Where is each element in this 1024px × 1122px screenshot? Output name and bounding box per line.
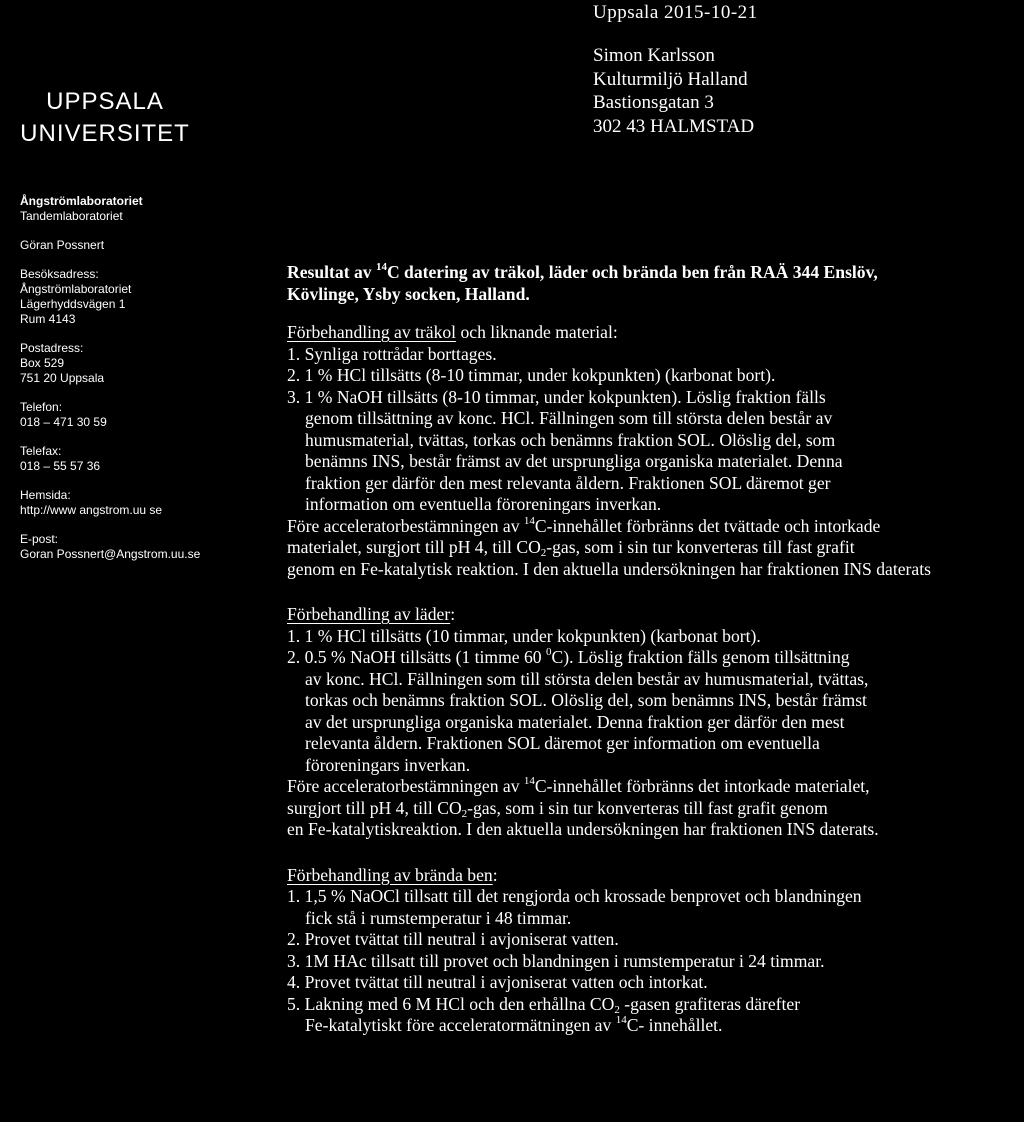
- list-item: [287, 387, 1022, 516]
- phone-number: 018 – 471 30 59: [20, 415, 107, 429]
- para-text: surgjort till pH 4, till CO: [287, 797, 462, 818]
- item-line: 3. 1 % NaOH tillsätts (8-10 timmar, under kokpunkten). Löslig fraktion fälls: [287, 386, 826, 407]
- para-text: -gas, som i sin tur konverteras till fast grafit: [546, 537, 855, 557]
- paragraph: [287, 516, 1022, 581]
- paragraph: [287, 776, 1022, 841]
- item-line: föroreningars inverkan.: [305, 754, 471, 775]
- item-line: humusmaterial, tvättas, torkas och benämns fraktion SOL. Olöslig del, som: [305, 429, 836, 450]
- contact-sidebar: [20, 194, 270, 571]
- recipient-address: [593, 44, 754, 138]
- degree-sup: 0: [546, 646, 552, 658]
- recipient-line: Simon Karlsson: [593, 45, 715, 66]
- list-item: 3. 1M HAc tillsatt till provet och blandningen i rumstemperatur i 24 timmar.: [287, 950, 825, 971]
- section-heading: Förbehandling av brända ben: [287, 864, 493, 885]
- section-heading-rest: :: [492, 864, 498, 885]
- item-line: av konc. HCl. Fällningen som till största delen består av humusmaterial, tvättas,: [305, 668, 869, 689]
- list-item: 1. 1 % HCl tillsätts (10 timmar, under kokpunkten) (karbonat bort).: [287, 625, 761, 646]
- item-line: 1. 1,5 % NaOCl tillsatt till det rengjorda och krossade benprovet och blandningen: [287, 886, 862, 906]
- item-text: C- innehållet.: [626, 1015, 723, 1035]
- email-label: E-post:: [20, 532, 59, 546]
- item-text: Fe-katalytiskt före acceleratormätningen av: [305, 1015, 616, 1035]
- para-text: -gas, som i sin tur konverteras till fast grafit genom: [467, 797, 828, 818]
- section-burnt-bone: [287, 865, 1022, 1037]
- item-text: C). Löslig fraktion fälls genom tillsättning: [551, 647, 850, 667]
- logo-line-2: UNIVERSITET: [20, 120, 190, 147]
- list-item: [287, 886, 1022, 929]
- fax-label: Telefax:: [20, 444, 62, 458]
- item-line: relevanta åldern. Fraktionen SOL däremot ger information om eventuella: [305, 733, 820, 753]
- item-text: 2. 0.5 % NaOH tillsätts (1 timme 60: [287, 647, 546, 667]
- para-text: Före acceleratorbestämningen av: [287, 776, 524, 796]
- para-text: en Fe-katalytiskreaktion. I den aktuella undersökningen har fraktionen INS daterats.: [287, 819, 879, 839]
- section-charcoal: [287, 322, 1022, 580]
- section-heading-rest: :: [450, 604, 456, 624]
- isotope-sup: 14: [523, 514, 535, 527]
- item-line: information om eventuella föroreningars inverkan.: [305, 494, 662, 514]
- recipient-line: Bastionsgatan 3: [593, 92, 714, 113]
- item-line: torkas och benämns fraktion SOL. Olöslig del, som benämns INS, består främst: [305, 690, 867, 710]
- web-link[interactable]: http://www angstrom.uu se: [20, 503, 163, 517]
- fax-number: 018 – 55 57 36: [20, 459, 101, 473]
- title-isotope-sup: 14: [375, 261, 387, 273]
- para-text: C-innehållet förbränns det tvättade och intorkade: [534, 515, 881, 536]
- letter-title: [287, 262, 1022, 305]
- co2-sub: 2: [461, 807, 468, 820]
- list-item: 1. Synliga rottrådar borttages.: [287, 343, 497, 364]
- co2-sub: 2: [540, 547, 547, 559]
- para-text: genom en Fe-katalytisk reaktion. I den aktuella undersökningen har fraktionen INS daterats: [287, 558, 931, 579]
- para-text: materialet, surgjort till pH 4, till CO: [287, 537, 541, 557]
- item-text: -gasen grafiteras därefter: [619, 993, 801, 1014]
- para-text: Före acceleratorbestämningen av: [287, 515, 524, 536]
- lab-name: Tandemlaboratoriet: [20, 209, 123, 223]
- letter-date: Uppsala 2015-10-21: [593, 2, 758, 23]
- co2-sub: 2: [614, 1003, 620, 1016]
- isotope-sup: 14: [523, 775, 535, 787]
- postal-line: 751 20 Uppsala: [20, 371, 105, 385]
- list-item: [287, 647, 1022, 776]
- postal-label: Postadress:: [20, 341, 84, 355]
- item-line: benämns INS, består främst av det ursprungliga organiska materialet. Denna: [305, 451, 843, 471]
- web-label: Hemsida:: [20, 488, 71, 502]
- item-line: fick stå i rumstemperatur i 48 timmar.: [305, 907, 572, 928]
- title-line-2: Kövlinge, Ysby socken, Halland.: [287, 283, 530, 304]
- visit-label: Besöksadress:: [20, 267, 99, 281]
- visit-line: Lägerhyddsvägen 1: [20, 297, 126, 311]
- section-leather: [287, 604, 1022, 841]
- title-prefix: Resultat av: [287, 262, 376, 282]
- visit-line: Ångströmlaboratoriet: [20, 282, 132, 296]
- list-item: 2. Provet tvättat till neutral i avjoniserat vatten.: [287, 929, 619, 949]
- recipient-line: 302 43 HALMSTAD: [593, 115, 755, 137]
- list-item: 4. Provet tvättat till neutral i avjoniserat vatten och intorkat.: [287, 972, 708, 992]
- postal-line: Box 529: [20, 356, 65, 370]
- section-heading-rest: och liknande material:: [456, 322, 618, 342]
- isotope-sup: 14: [615, 1014, 627, 1026]
- title-line-1: C datering av träkol, läder och brända ben från RAÄ 344 Enslöv,: [386, 262, 878, 282]
- recipient-line: Kulturmiljö Halland: [593, 68, 748, 90]
- list-item: 2. 1 % HCl tillsätts (8-10 timmar, under kokpunkten) (karbonat bort).: [287, 365, 776, 385]
- university-logo: [20, 86, 190, 150]
- phone-label: Telefon:: [20, 400, 63, 414]
- para-text: C-innehållet förbränns det intorkade materialet,: [534, 776, 870, 796]
- item-line: genom tillsättning av konc. HCl. Fällningen som till största delen består av: [305, 408, 833, 428]
- item-text: 5. Lakning med 6 M HCl och den erhållna CO: [287, 993, 615, 1014]
- institution-name: Ångströmlaboratoriet: [20, 194, 143, 208]
- list-item: [287, 994, 1022, 1037]
- section-heading: Förbehandling av läder: [287, 604, 451, 624]
- email-link[interactable]: Goran Possnert@Angstrom.uu.se: [20, 547, 201, 561]
- visit-line: Rum 4143: [20, 312, 76, 326]
- section-heading: Förbehandling av träkol: [287, 322, 457, 342]
- item-line: fraktion ger därför den mest relevanta åldern. Fraktionen SOL däremot ger: [305, 472, 831, 493]
- letter-body: [287, 262, 1022, 1037]
- contact-name: Göran Possnert: [20, 238, 105, 252]
- logo-line-1: UPPSALA: [46, 88, 164, 115]
- item-line: av det ursprungliga organiska materialet. Denna fraktion ger därför den mest: [305, 711, 845, 732]
